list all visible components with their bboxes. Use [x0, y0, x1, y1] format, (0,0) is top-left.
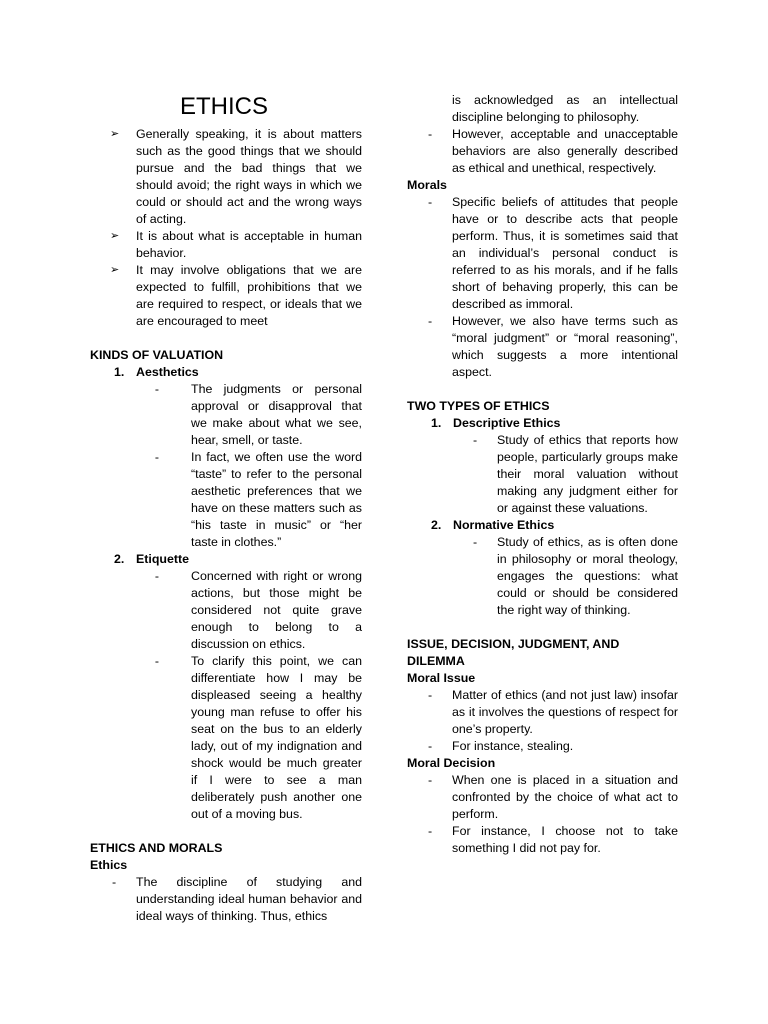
- spacer: [90, 823, 362, 840]
- point-text: Study of ethics that reports how people, particularly groups make their moral valuation without making any judgment either for or against these valuations.: [497, 433, 678, 515]
- spacer: [407, 381, 678, 398]
- dash-bullet: -: [473, 433, 478, 447]
- list-item: [407, 823, 678, 857]
- dash-bullet: -: [112, 875, 117, 889]
- intro-text: It is about what is acceptable in human behavior.: [136, 229, 362, 260]
- list-item: [407, 534, 678, 619]
- list-item-continued: [407, 92, 678, 126]
- point-text: Study of ethics, as is often done in philosophy or moral theology, engages the questions: what could or should be considered the right way of thinking.: [497, 535, 678, 617]
- dash-bullet: -: [428, 314, 433, 328]
- point-text: Concerned with right or wrong actions, but those might be considered not quite grave enough to belong to a discussion on ethics.: [191, 569, 362, 651]
- numbered-heading: [90, 551, 362, 568]
- point-text: Specific beliefs of attitudes that people have or to describe acts that people perform. Thus, it is sometimes said that an individual’s personal conduct is referred to as his morals, and if he falls short of behaving properly, this can be described as immoral.: [452, 195, 678, 311]
- intro-text: Generally speaking, it is about matters such as the good things that we should pursue and the bad things that we should avoid; the right ways in which we could or should act and the wrong ways of acting.: [136, 127, 362, 226]
- subheading-moral-decision: Moral Decision: [407, 756, 496, 770]
- arrow-bullet-icon: ➢: [110, 264, 120, 276]
- numbered-heading: [407, 517, 678, 534]
- right-column: [407, 92, 678, 857]
- item-number: 1.: [114, 365, 125, 379]
- dash-bullet: -: [428, 688, 433, 702]
- section-heading-issue: ISSUE, DECISION, JUDGMENT, AND DILEMMA: [407, 637, 620, 668]
- point-text: Matter of ethics (and not just law) insofar as it involves the questions of respect for one’s property.: [452, 688, 678, 736]
- item-label: Normative Ethics: [453, 518, 555, 532]
- dash-bullet: -: [473, 535, 478, 549]
- list-item: [407, 313, 678, 381]
- list-item: [407, 772, 678, 823]
- subheading-moral-issue: Moral Issue: [407, 671, 476, 685]
- numbered-heading: [90, 364, 362, 381]
- item-number: 2.: [431, 518, 442, 532]
- intro-item: [90, 126, 362, 228]
- section-heading-kinds: KINDS OF VALUATION: [90, 348, 224, 362]
- item-label: Etiquette: [136, 552, 190, 566]
- dash-bullet: -: [428, 824, 433, 838]
- intro-list: [90, 126, 362, 330]
- subheading-ethics: Ethics: [90, 858, 128, 872]
- dash-bullet: -: [154, 450, 160, 464]
- dash-bullet: -: [154, 569, 160, 583]
- subheading-morals: Morals: [407, 178, 447, 192]
- point-text: However, we also have terms such as “moral judgment” or “moral reasoning”, which suggests a more intentional aspect.: [452, 314, 678, 379]
- point-text: In fact, we often use the word “taste” to refer to the personal aesthetic preferences that we have on these matters such as “his taste in music” or “her taste in clothes.”: [191, 450, 362, 549]
- dash-bullet: -: [154, 382, 160, 396]
- point-text: However, acceptable and unacceptable behaviors are also generally described as ethical and unethical, respectively.: [452, 127, 678, 175]
- list-item: [102, 653, 362, 823]
- point-text: is acknowledged as an intellectual discipline belonging to philosophy.: [452, 93, 678, 124]
- dash-bullet: -: [428, 739, 433, 753]
- left-column: [90, 126, 362, 925]
- arrow-bullet-icon: ➢: [110, 230, 120, 242]
- list-item: [102, 568, 362, 653]
- point-text: When one is placed in a situation and confronted by the choice of what act to perform.: [452, 773, 678, 821]
- list-item: [407, 432, 678, 517]
- intro-text: It may involve obligations that we are expected to fulfill, prohibitions that we are required to respect, or ideals that we are encouraged to meet: [136, 263, 362, 328]
- list-item: [102, 449, 362, 551]
- numbered-heading: [407, 415, 678, 432]
- section-heading-two-types: TWO TYPES OF ETHICS: [407, 399, 550, 413]
- intro-item: [90, 228, 362, 262]
- point-text: For instance, stealing.: [452, 739, 574, 753]
- spacer: [407, 619, 678, 636]
- list-item: [407, 738, 678, 755]
- list-item: [407, 194, 678, 313]
- dash-bullet: -: [428, 195, 433, 209]
- list-item: [102, 381, 362, 449]
- intro-item: [90, 262, 362, 330]
- item-label: Aesthetics: [136, 365, 199, 379]
- dash-bullet: -: [428, 127, 433, 141]
- list-item: [407, 126, 678, 177]
- point-text: The discipline of studying and understanding ideal human behavior and ideal ways of thinking. Thus, ethics: [136, 875, 362, 923]
- list-item: [90, 874, 362, 925]
- spacer: [90, 330, 362, 347]
- arrow-bullet-icon: ➢: [110, 128, 120, 140]
- section-heading-ethics-morals: ETHICS AND MORALS: [90, 841, 223, 855]
- item-label: Descriptive Ethics: [453, 416, 561, 430]
- item-number: 1.: [431, 416, 442, 430]
- point-text: For instance, I choose not to take something I did not pay for.: [452, 824, 678, 855]
- list-item: [407, 687, 678, 738]
- page-title: ETHICS: [180, 93, 269, 120]
- point-text: To clarify this point, we can differentiate how I may be displeased seeing a healthy young man refuse to offer his seat on the bus to an elderly lady, out of my indignation and shock would be much greater if I were to see a man deliberately push another one out of a moving bus.: [191, 654, 362, 821]
- item-number: 2.: [114, 552, 125, 566]
- dash-bullet: -: [154, 654, 160, 668]
- point-text: The judgments or personal approval or disapproval that we make about what we see, hear, smell, or taste.: [191, 382, 362, 447]
- dash-bullet: -: [428, 773, 433, 787]
